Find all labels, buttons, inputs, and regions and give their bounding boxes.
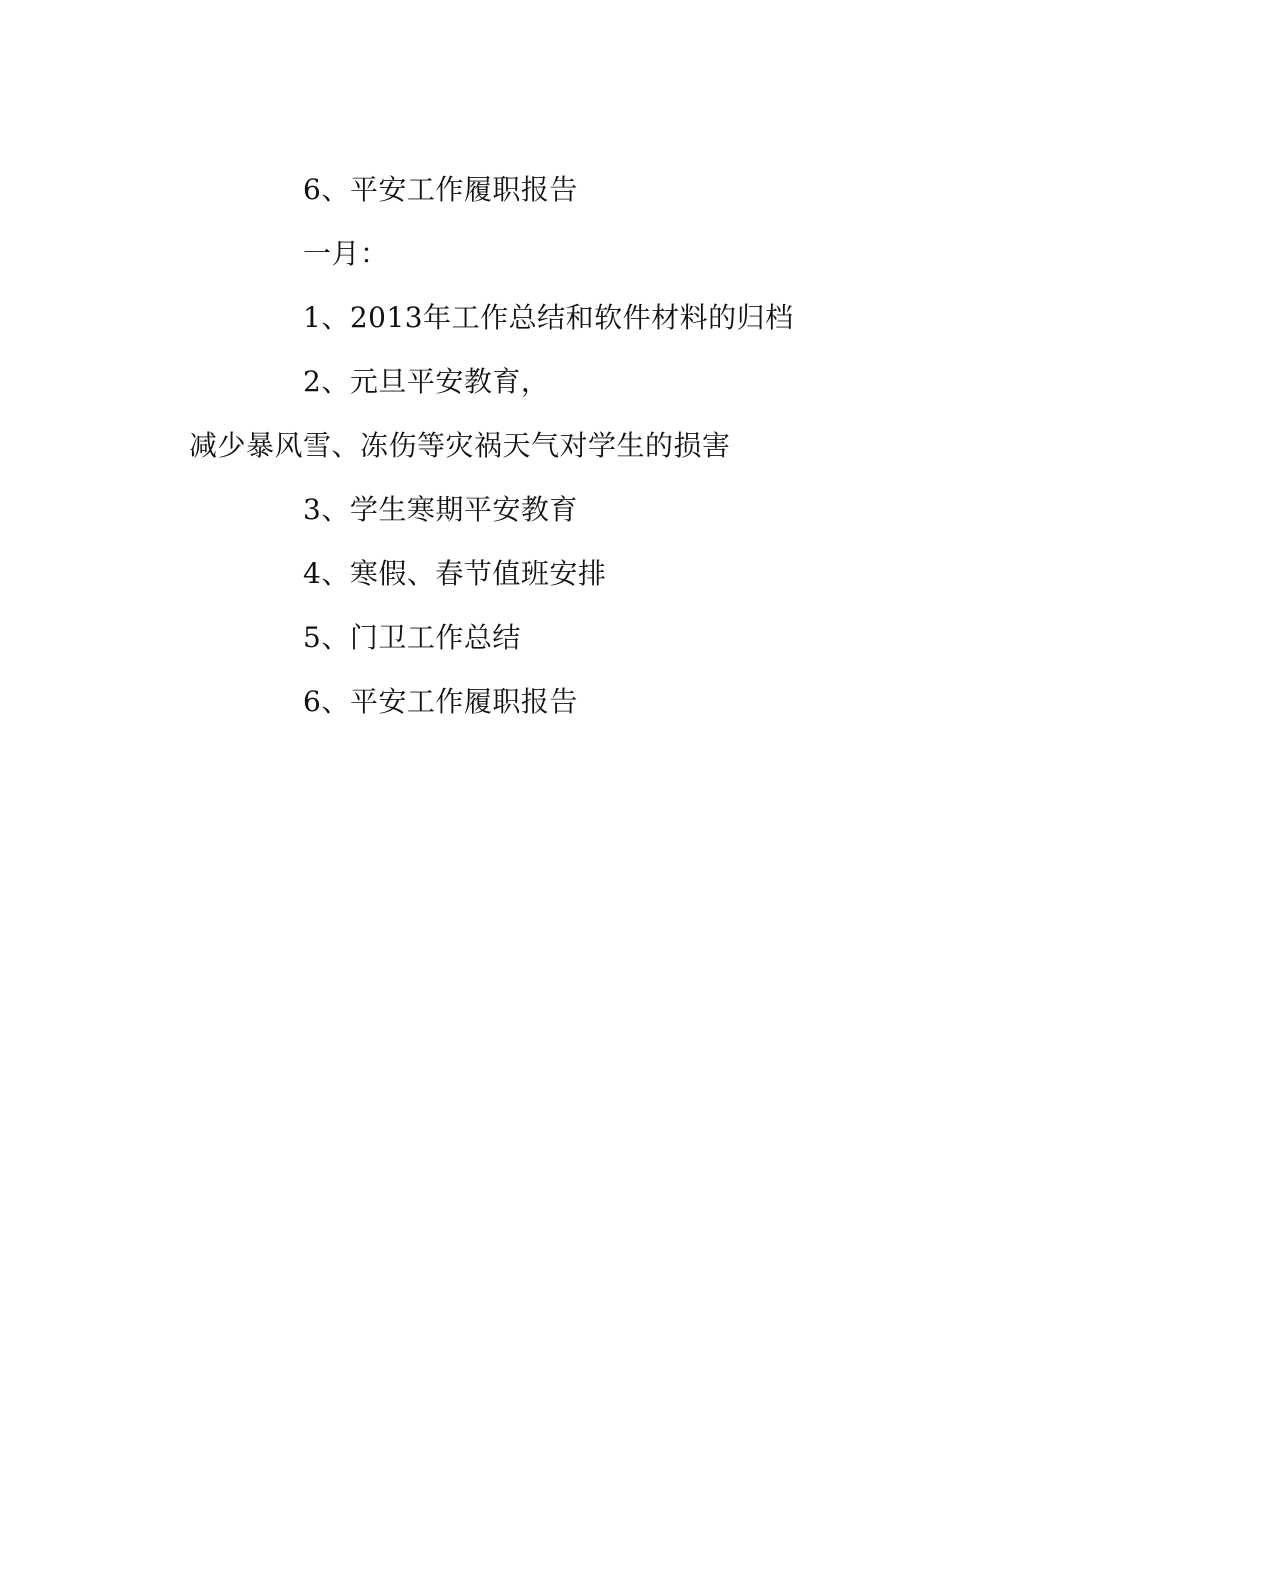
list-item: 3、学生寒期平安教育	[303, 493, 578, 526]
section-heading: 一月：	[303, 237, 389, 270]
list-item: 4、寒假、春节值班安排	[303, 557, 607, 590]
list-item: 1、2013年工作总结和软件材料的归档	[303, 301, 794, 334]
list-item-continuation: 减少暴风雪、冻伤等灾祸天气对学生的损害	[189, 429, 731, 462]
list-item: 5、门卫工作总结	[303, 621, 521, 654]
list-item: 2、元旦平安教育，	[303, 365, 550, 398]
list-item: 6、平安工作履职报告	[303, 173, 578, 206]
list-item: 6、平安工作履职报告	[303, 685, 578, 718]
